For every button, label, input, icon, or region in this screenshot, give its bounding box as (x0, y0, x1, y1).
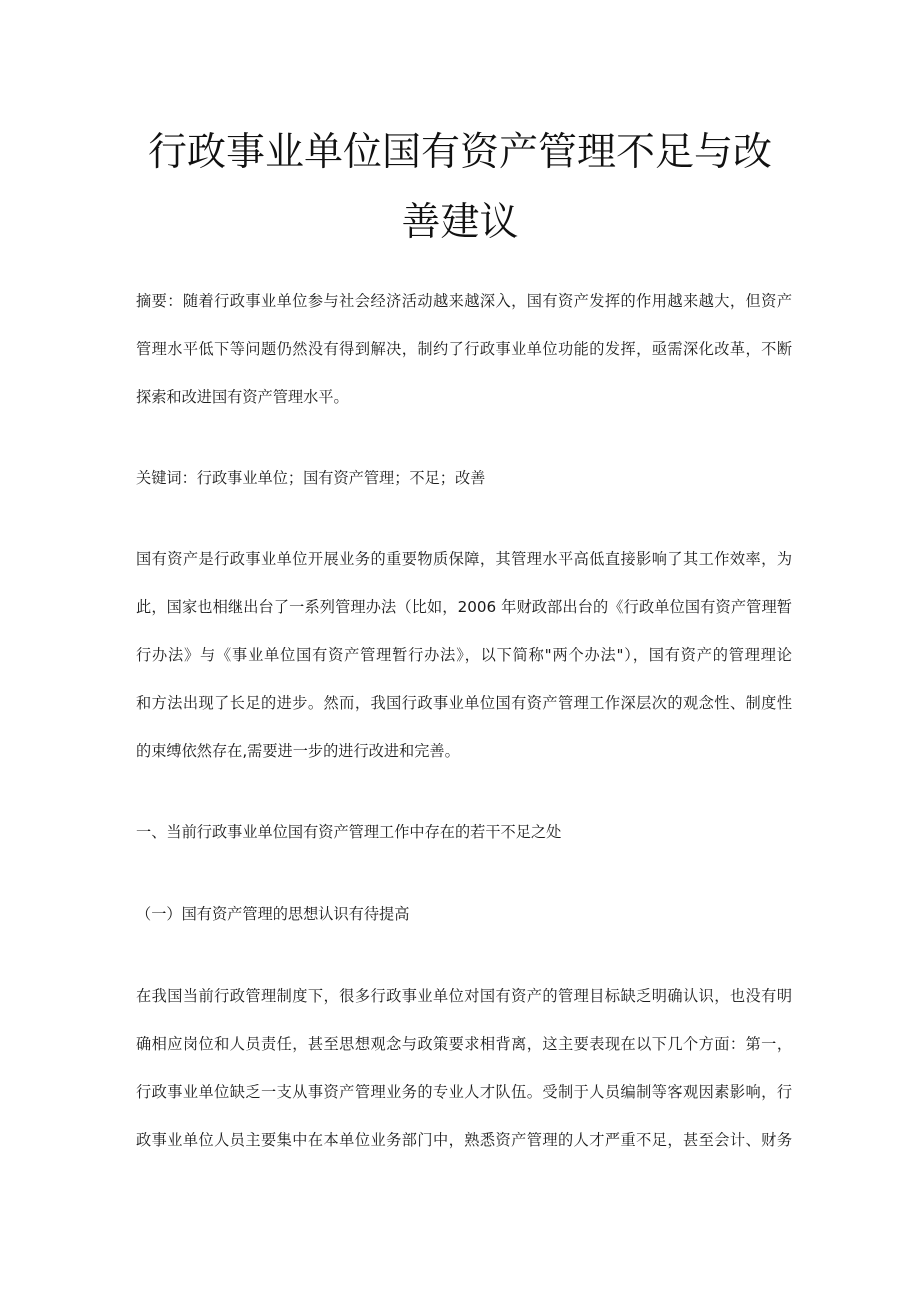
body-line-3: 行政事业单位缺乏一支从事资产管理业务的专业人才队伍。受制于人员编制等客观因素影响，行 (136, 1083, 792, 1101)
document-title-line-2: 善建议 (401, 200, 519, 245)
abstract-line-2: 管理水平低下等问题仍然没有得到解决，制约了行政事业单位功能的发挥，亟需深化改革，不断 (136, 340, 792, 358)
document-title-line-1: 行政事业单位国有资产管理不足与改 (147, 130, 772, 175)
abstract-line-1: 摘要：随着行政事业单位参与社会经济活动越来越深入，国有资产发挥的作用越来越大，但资产 (136, 292, 792, 310)
abstract-line-3: 探索和改进国有资产管理水平。 (136, 388, 349, 406)
intro-line-1: 国有资产是行政事业单位开展业务的重要物质保障，其管理水平高低直接影响了其工作效率，为 (136, 550, 792, 568)
section-1-heading: 一、当前行政事业单位国有资产管理工作中存在的若干不足之处 (136, 823, 562, 841)
intro-line-2: 此，国家也相继出台了一系列管理办法（比如，2006 年财政部出台的《行政单位国有资产管理暂 (136, 598, 792, 616)
intro-line-4: 和方法出现了长足的进步。然而，我国行政事业单位国有资产管理工作深层次的观念性、制度性 (136, 694, 792, 712)
intro-line-3: 行办法》与《事业单位国有资产管理暂行办法》，以下简称"两个办法"），国有资产的管理理论 (136, 646, 792, 664)
subsection-1-heading: （一）国有资产管理的思想认识有待提高 (136, 905, 410, 923)
intro-line-5: 的束缚依然存在,需要进一步的进行改进和完善。 (136, 742, 460, 760)
body-line-1: 在我国当前行政管理制度下，很多行政事业单位对国有资产的管理目标缺乏明确认识，也没有明 (136, 987, 792, 1005)
keywords-line: 关键词：行政事业单位；国有资产管理；不足；改善 (136, 469, 486, 487)
body-line-4: 政事业单位人员主要集中在本单位业务部门中，熟悉资产管理的人才严重不足，甚至会计、财务 (136, 1131, 792, 1149)
body-line-2: 确相应岗位和人员责任，甚至思想观念与政策要求相背离，这主要表现在以下几个方面：第一， (136, 1035, 792, 1053)
